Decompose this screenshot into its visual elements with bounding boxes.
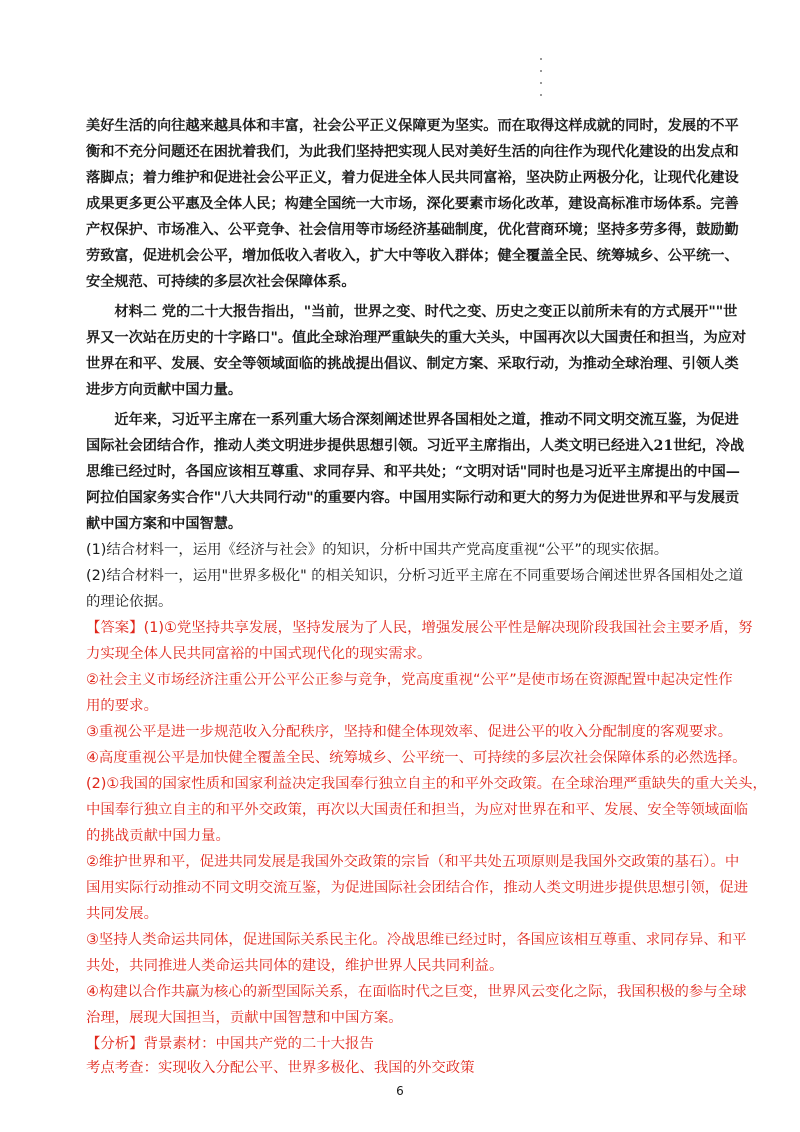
material-one-line: 美好生活的向往越来越具体和丰富，社会公平正义保障更为坚实。而在取得这样成就的同时，发展的不平 [86, 118, 739, 134]
question-2: (2)结合材料一，运用"世界多极化" 的相关知识，分析习近平主席在不同重要场合阐述世界各国相处之道 [86, 568, 743, 584]
answer-line: 力实现全体人民共同富裕的中国式现代化的现实需求。 [86, 646, 432, 662]
material-one-line: 劳致富，促进机会公平，增加低收入者收入，扩大中等收入群体；健全覆盖全民、统筹城乡、公平统一、 [86, 248, 739, 264]
answer-line: ④构建以合作共赢为核心的新型国际关系，在面临时代之巨变，世界风云变化之际，我国积极的参与全球 [86, 984, 747, 1000]
question-1: (1)结合材料一，运用《经济与社会》的知识，分析中国共产党高度重视“公平”的现实依据。 [86, 542, 669, 558]
answer-line: 国用实际行动推动不同文明交流互鉴，为促进国际社会团结合作，推动人类文明进步提供思想引领，促进 [86, 880, 748, 896]
answer-line: ②维护世界和平，促进共同发展是我国外交政策的宗旨（和平共处五项原则是我国外交政策的基石）。中 [86, 854, 740, 870]
material-two-line: 献中国方案和中国智慧。 [86, 516, 243, 532]
decorative-dots [540, 58, 544, 106]
answer-line: ③重视公平是进一步规范收入分配秩序，坚持和健全体现效率、促进公平的收入分配制度的客观要求。 [86, 724, 733, 740]
analysis-text: 背景素材：中国共产党的二十大报告 [143, 1036, 374, 1052]
material-two-line: 界又一次站在历史的十字路口"。值此全球治理严重缺失的重大关头，中国再次以大国责任和担当，为应对 [86, 330, 747, 346]
answer-line: 中国奉行独立自主的和平外交政策，再次以大国责任和担当，为应对世界在和平、发展、安全等领域面临 [86, 802, 748, 818]
answer-line-first [86, 618, 753, 638]
analysis-tag: 【分析】 [86, 1036, 144, 1052]
page-number: 6 [396, 1084, 404, 1098]
material-two-line: 阿拉伯国家务实合作"八大共同行动"的重要内容。中国用实际行动和更大的努力为促进世界和平与发展贡 [86, 490, 740, 506]
exam-points: 考点考查：实现收入分配公平、世界多极化、我国的外交政策 [86, 1060, 475, 1076]
answer-line: ③坚持人类命运共同体，促进国际关系民主化。冷战思维已经过时，各国应该相互尊重、求同存异、和平 [86, 932, 747, 948]
answer-text: (1)①党坚持共享发展，坚持发展为了人民，增强发展公平性是解决现阶段我国社会主要矛盾，努 [143, 620, 753, 636]
material-two-line: 国际社会团结合作，推动人类文明进步提供思想引领。习近平主席指出，人类文明已经进入21世纪，冷战 [86, 438, 745, 454]
material-one-line: 衡和不充分问题还在困扰着我们，为此我们坚持把实现人民对美好生活的向往作为现代化建设的出发点和 [86, 144, 739, 160]
material-one-line: 产权保护、市场准入、公平竞争、社会信用等市场经济基础制度，优化营商环境；坚持多劳多得，鼓励勤 [86, 222, 739, 238]
material-two-line: 世界在和平、发展、安全等领域面临的挑战提出倡议、制定方案、采取行动，为推动全球治理、引领人类 [86, 356, 739, 372]
material-two-line: 进步方向贡献中国力量。 [86, 382, 243, 398]
answer-line: ④高度重视公平是加快健全覆盖全民、统筹城乡、公平统一、可持续的多层次社会保障体系的必然选择。 [86, 750, 747, 766]
analysis-line [86, 1034, 374, 1054]
material-one-line: 安全规范、可持续的多层次社会保障体系。 [86, 274, 356, 290]
answer-line: 的挑战贡献中国力量。 [86, 828, 230, 844]
answer-tag: 【答案】 [86, 620, 144, 636]
question-2-cont: 的理论依据。 [86, 594, 173, 610]
material-one-line: 落脚点；着力维护和促进社会公平正义，着力促进全体人民共同富裕，坚决防止两极分化，让现代化建设 [86, 170, 739, 186]
material-two-line: 思维已经过时，各国应该相互尊重、求同存异、和平共处；“文明对话"同时也是习近平主席提出的中国— [86, 464, 740, 480]
answer-line: (2)①我国的国家性质和国家利益决定我国奉行独立自主的和平外交政策。在全球治理严重缺失的重大关头， [86, 776, 767, 792]
answer-line: 共同发展。 [86, 906, 158, 922]
material-two-line: 近年来，习近平主席在一系列重大场合深刻阐述世界各国相处之道，推动不同文明交流互鉴，为促进 [86, 412, 739, 428]
answer-line: 治理，展现大国担当，贡献中国智慧和中国方案。 [86, 1010, 403, 1026]
answer-line: 用的要求。 [86, 698, 158, 714]
material-two-line: 材料二 党的二十大报告指出，"当前，世界之变、时代之变、历史之变正以前所未有的方式展开""世 [86, 304, 738, 320]
answer-line: 共处，共同推进人类命运共同体的建设，维护世界人民共同利益。 [86, 958, 504, 974]
material-one-line: 成果更多更公平惠及全体人民；构建全国统一大市场，深化要素市场化改革，建设高标准市场体系。完善 [86, 196, 739, 212]
answer-line: ②社会主义市场经济注重公开公平公正参与竞争，党高度重视“公平”是使市场在资源配置中起决定性作 [86, 672, 733, 688]
